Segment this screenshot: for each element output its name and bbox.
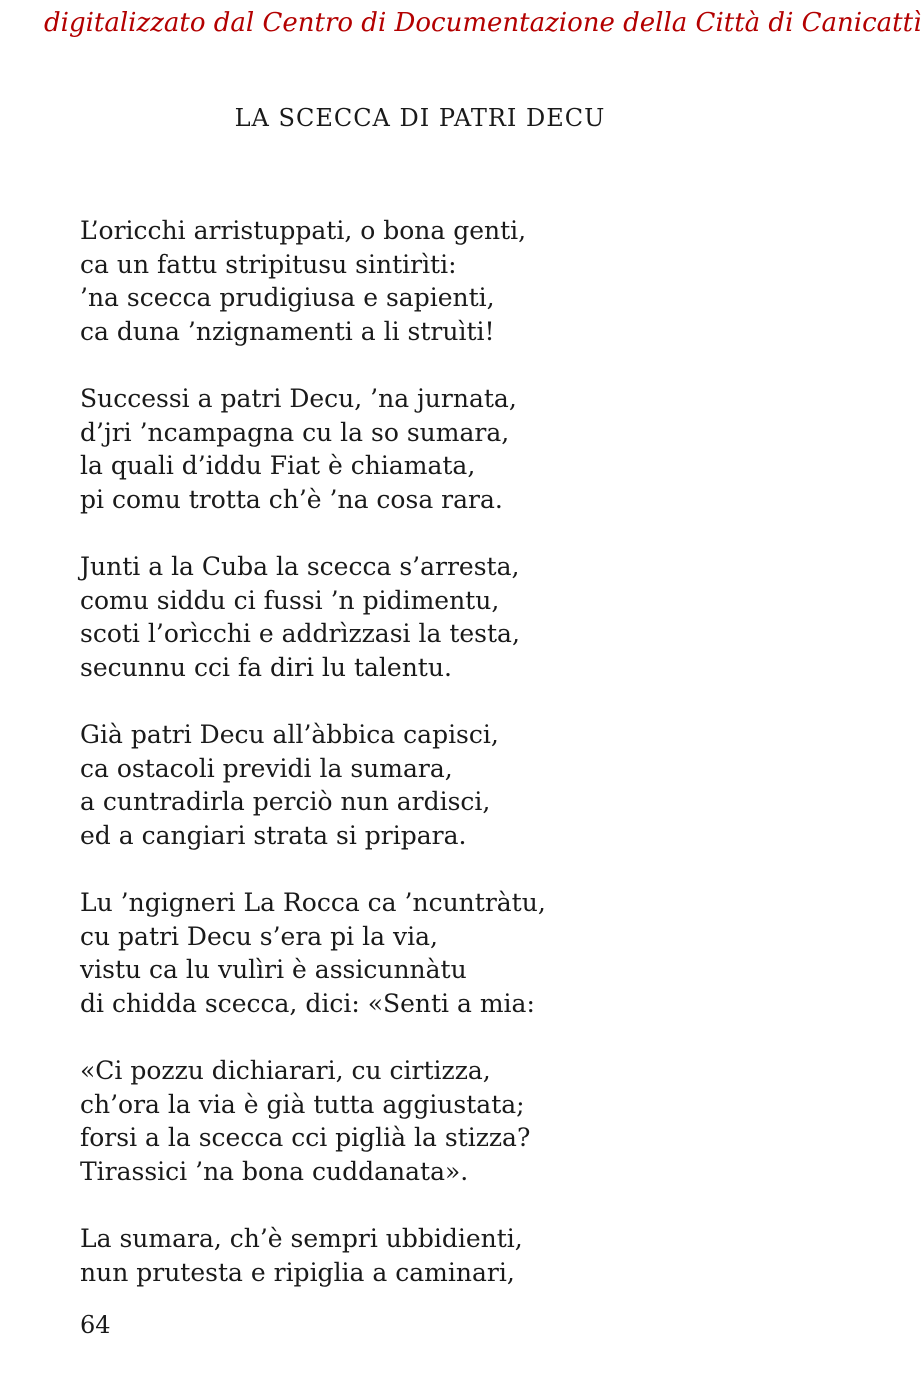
- verse-line: La sumara, ch’è sempri ubbidienti,: [80, 1224, 523, 1253]
- verse-line: ca ostacoli previdi la sumara,: [80, 753, 453, 783]
- page-number: 64: [80, 1311, 111, 1339]
- verse-line: Lu ’ngigneri La Rocca ca ’ncuntràtu,: [80, 888, 546, 917]
- poem-title: LA SCECCA DI PATRI DECU: [234, 104, 606, 132]
- stanza-1: [80, 214, 760, 348]
- stanza-4: [80, 718, 760, 852]
- verse-line: a cuntradirla perciò nun ardisci,: [80, 787, 491, 816]
- verse-line: ca duna ’nzignamenti a li struìti!: [80, 316, 495, 346]
- verse-line: ca un fattu stripitusu sintirìti:: [80, 249, 457, 279]
- verse-line: pi comu trotta ch’è ’na cosa rara.: [80, 484, 503, 514]
- verse-line: Già patri Decu all’àbbica capisci,: [80, 720, 499, 749]
- verse-line: nun prutesta e ripiglia a caminari,: [80, 1257, 515, 1287]
- verse-line: Junti a la Cuba la scecca s’arresta,: [80, 552, 520, 581]
- verse-line: secunnu cci fa diri lu talentu.: [80, 652, 452, 682]
- stanza-3: [80, 550, 760, 684]
- verse-line: ’na scecca prudigiusa e sapienti,: [80, 283, 495, 312]
- verse-line: cu patri Decu s’era pi la via,: [80, 921, 438, 951]
- verse-line: vistu ca lu vulìri è assicunnàtu: [80, 955, 467, 984]
- verse-line: ed a cangiari strata si pripara.: [80, 820, 467, 850]
- verse-line: Successi a patri Decu, ’na jurnata,: [80, 384, 517, 413]
- verse-line: «Ci pozzu dichiarari, cu cirtizza,: [80, 1056, 491, 1085]
- stanza-5: [80, 886, 760, 1020]
- verse-line: d’jri ’ncampagna cu la so sumara,: [80, 417, 510, 447]
- stanza-2: [80, 382, 760, 516]
- verse-line: L’oricchi arristuppati, o bona genti,: [80, 216, 527, 245]
- verse-line: Tirassici ’na bona cuddanata».: [80, 1156, 469, 1186]
- digitization-watermark: digitalizzato dal Centro di Documentazione della Città di Canicattì: [44, 8, 921, 38]
- poem-body: [80, 214, 760, 1323]
- verse-line: di chidda scecca, dici: «Senti a mia:: [80, 988, 535, 1018]
- stanza-6: [80, 1054, 760, 1188]
- verse-line: la quali d’iddu Fiat è chiamata,: [80, 451, 476, 480]
- stanza-7: [80, 1222, 760, 1289]
- verse-line: ch’ora la via è già tutta aggiustata;: [80, 1089, 525, 1119]
- verse-line: comu siddu ci fussi ’n pidimentu,: [80, 585, 500, 615]
- verse-line: scoti l’orìcchi e addrìzzasi la testa,: [80, 619, 520, 648]
- verse-line: forsi a la scecca cci piglià la stizza?: [80, 1123, 531, 1152]
